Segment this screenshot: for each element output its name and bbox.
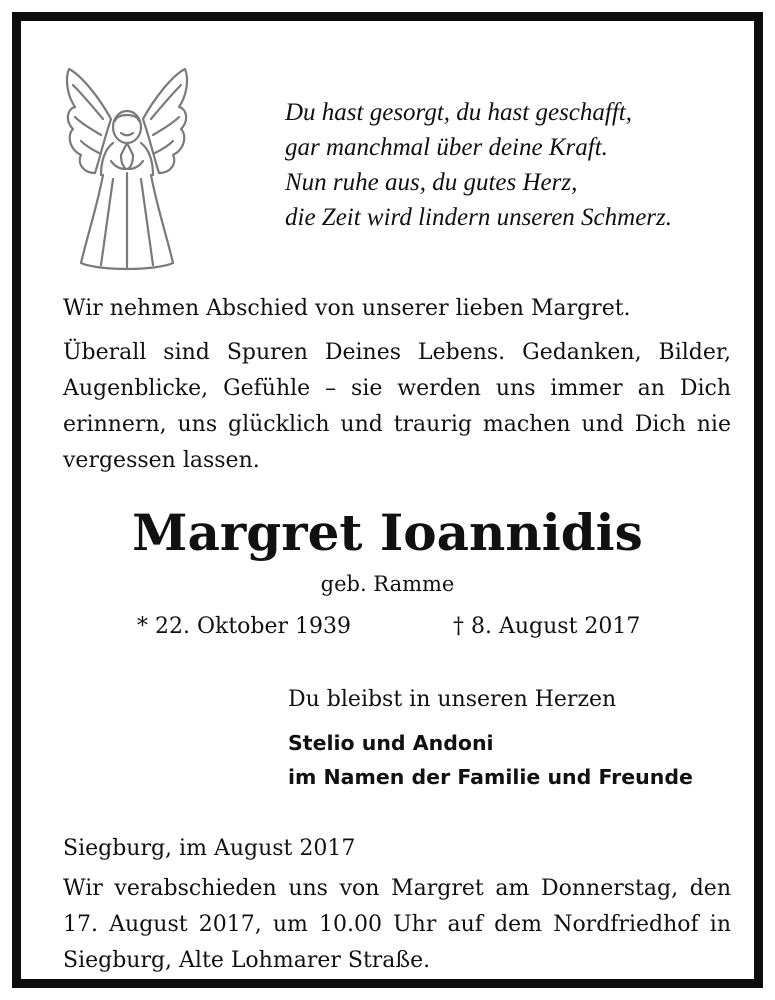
praying-angel-icon bbox=[59, 57, 194, 282]
tribute-paragraph bbox=[63, 335, 731, 479]
service-line: Wir verabschieden uns von Margret am Donnerstag, den bbox=[63, 876, 731, 901]
signatory-line: im Namen der Familie und Freunde bbox=[288, 765, 693, 789]
tribute-line: Augenblicke, Gefühle – sie werden uns immer an Dich bbox=[63, 376, 731, 401]
poem-line: Du hast gesorgt, du hast geschafft, bbox=[285, 99, 632, 126]
funeral-service-details bbox=[63, 871, 731, 979]
closing-phrase: Du bleibst in unseren Herzen bbox=[288, 687, 617, 712]
tribute-line: vergessen lassen. bbox=[63, 448, 260, 473]
tribute-line: erinnern, uns glücklich und traurig machen und Dich nie bbox=[63, 412, 731, 437]
poem-line: gar manchmal über deine Kraft. bbox=[285, 134, 608, 161]
signatories bbox=[288, 726, 693, 794]
tribute-line: Überall sind Spuren Deines Lebens. Gedanken, Bilder, bbox=[63, 340, 731, 365]
place-and-date: Siegburg, im August 2017 bbox=[63, 836, 356, 861]
maiden-name: geb. Ramme bbox=[320, 572, 455, 596]
deceased-name: Margret Ioannidis bbox=[132, 503, 643, 562]
poem-line: Nun ruhe aus, du gutes Herz, bbox=[285, 169, 578, 196]
memorial-poem bbox=[285, 95, 672, 235]
poem-line: die Zeit wird lindern unseren Schmerz. bbox=[285, 204, 672, 231]
death-date: † 8. August 2017 bbox=[453, 614, 641, 639]
signatory-line: Stelio und Andoni bbox=[288, 731, 494, 755]
obituary-notice bbox=[12, 12, 763, 988]
service-line: Siegburg, Alte Lohmarer Straße. bbox=[63, 948, 431, 973]
birth-date: * 22. Oktober 1939 bbox=[137, 614, 352, 639]
service-line: 17. August 2017, um 10.00 Uhr auf dem Nordfriedhof in bbox=[63, 912, 731, 937]
farewell-sentence: Wir nehmen Abschied von unserer lieben Margret. bbox=[63, 296, 631, 321]
